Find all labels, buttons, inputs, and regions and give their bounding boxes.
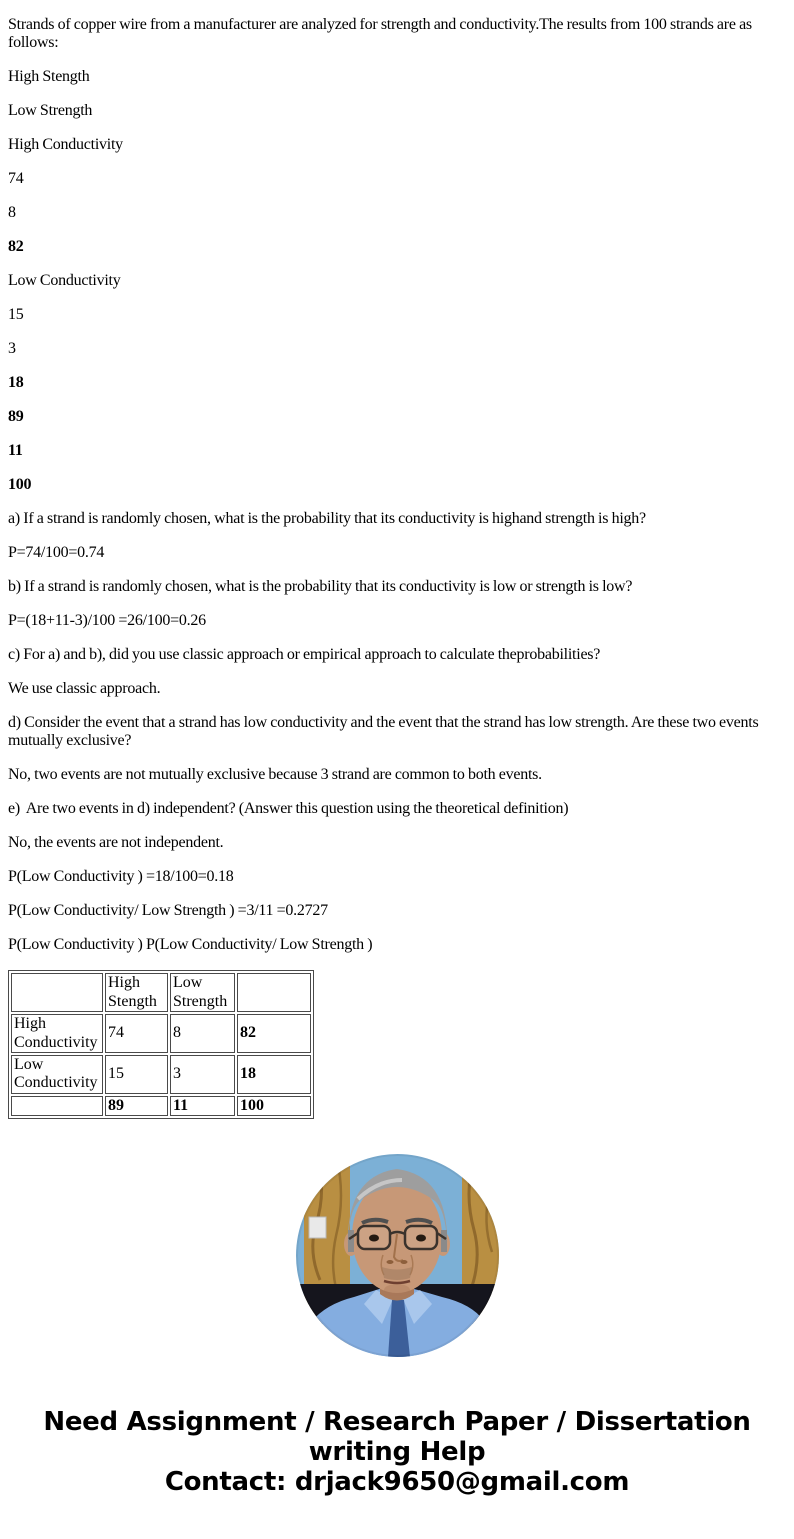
paragraph-23: e) Are two events in d) independent? (Answer this question using the theoretical definition) <box>8 800 569 818</box>
paragraph-4: High Conductivity <box>8 136 123 153</box>
paragraph-22: No, two events are not mutually exclusive because 3 strand are common to both events. <box>8 766 542 784</box>
promo-heading-line1: Need Assignment / Research Paper / Dissertation <box>43 1407 751 1438</box>
paragraph-24: No, the events are not independent. <box>8 834 224 852</box>
table-cell-r2c4: 82 <box>237 1014 311 1053</box>
table-row-3 <box>11 1055 311 1094</box>
promo-banner <box>0 1407 794 1497</box>
paragraph-16: P=74/100=0.74 <box>8 544 105 561</box>
paragraph-14: 100 <box>8 476 32 493</box>
paragraph-21: d) Consider the event that a strand has low conductivity and the event that the strand has low strength. Are these two events mutually exclusive? <box>8 714 762 750</box>
table-cell-r1c3: Low Strength <box>170 973 235 1012</box>
table-cell-r3c3: 3 <box>170 1055 235 1094</box>
paragraph-19: c) For a) and b), did you use classic approach or empirical approach to calculate theprobabilities? <box>8 646 601 663</box>
table-row-2 <box>11 1014 311 1053</box>
sideburn <box>441 1230 447 1252</box>
document-body <box>0 16 794 955</box>
paragraph-25: P(Low Conductivity ) =18/100=0.18 <box>8 868 234 886</box>
person-photo <box>296 1154 499 1357</box>
eye <box>416 1235 426 1242</box>
nostril <box>386 1260 393 1264</box>
paragraph-13: 11 <box>8 442 23 459</box>
switch-plate <box>309 1217 326 1238</box>
paragraph-10: 3 <box>8 340 16 357</box>
eye <box>369 1235 379 1242</box>
paragraph-3: Low Strength <box>8 102 93 119</box>
paragraph-9: 15 <box>8 306 24 323</box>
paragraph-11: 18 <box>8 374 24 391</box>
paragraph-7: 82 <box>8 238 24 255</box>
promo-contact: Contact: drjack9650@gmail.com <box>164 1467 630 1498</box>
table-cell-r1c1 <box>11 973 103 1012</box>
table-cell-r3c4: 18 <box>237 1055 311 1094</box>
table-cell-r3c2: 15 <box>105 1055 168 1094</box>
table-cell-r4c1 <box>11 1096 103 1116</box>
paragraph-18: P=(18+11-3)/100 =26/100=0.26 <box>8 612 206 629</box>
paragraph-6: 8 <box>8 204 16 221</box>
table-cell-r2c1: High Conductivity <box>11 1014 103 1053</box>
paragraph-27: P(Low Conductivity ) P(Low Conductivity/ Low Strength ) <box>8 936 373 954</box>
table-section <box>0 970 794 1119</box>
table-row-1 <box>11 973 311 1012</box>
table-cell-r2c3: 8 <box>170 1014 235 1053</box>
table-cell-r4c3: 11 <box>170 1096 235 1116</box>
paragraph-26: P(Low Conductivity/ Low Strength ) =3/11 =0.2727 <box>8 902 328 920</box>
results-table <box>8 970 314 1119</box>
chin-shadow <box>384 1284 410 1296</box>
paragraph-5: 74 <box>8 170 24 187</box>
table-cell-r4c4: 100 <box>237 1096 311 1116</box>
paragraph-15: a) If a strand is randomly chosen, what is the probability that its conductivity is highand strength is high? <box>8 510 646 527</box>
paragraph-1: Strands of copper wire from a manufacturer are analyzed for strength and conductivity.The results from 100 strands are as follows: <box>8 15 756 51</box>
table-cell-r4c2: 89 <box>105 1096 168 1116</box>
nostril <box>400 1260 407 1264</box>
table-cell-r2c2: 74 <box>105 1014 168 1053</box>
paragraph-17: b) If a strand is randomly chosen, what is the probability that its conductivity is low or strength is low? <box>8 578 633 595</box>
table-cell-r1c4 <box>237 973 311 1012</box>
results-table-body <box>11 973 311 1116</box>
table-cell-r1c2: High Stength <box>105 973 168 1012</box>
promo-heading-line2: writing Help <box>308 1437 486 1468</box>
sideburn <box>348 1230 354 1252</box>
table-row-4 <box>11 1096 311 1116</box>
table-cell-r3c1: Low Conductivity <box>11 1055 103 1094</box>
paragraph-8: Low Conductivity <box>8 272 121 289</box>
paragraph-12: 89 <box>8 408 24 425</box>
photo-section <box>0 1154 794 1357</box>
paragraph-20: We use classic approach. <box>8 680 161 697</box>
paragraph-2: High Stength <box>8 68 90 85</box>
